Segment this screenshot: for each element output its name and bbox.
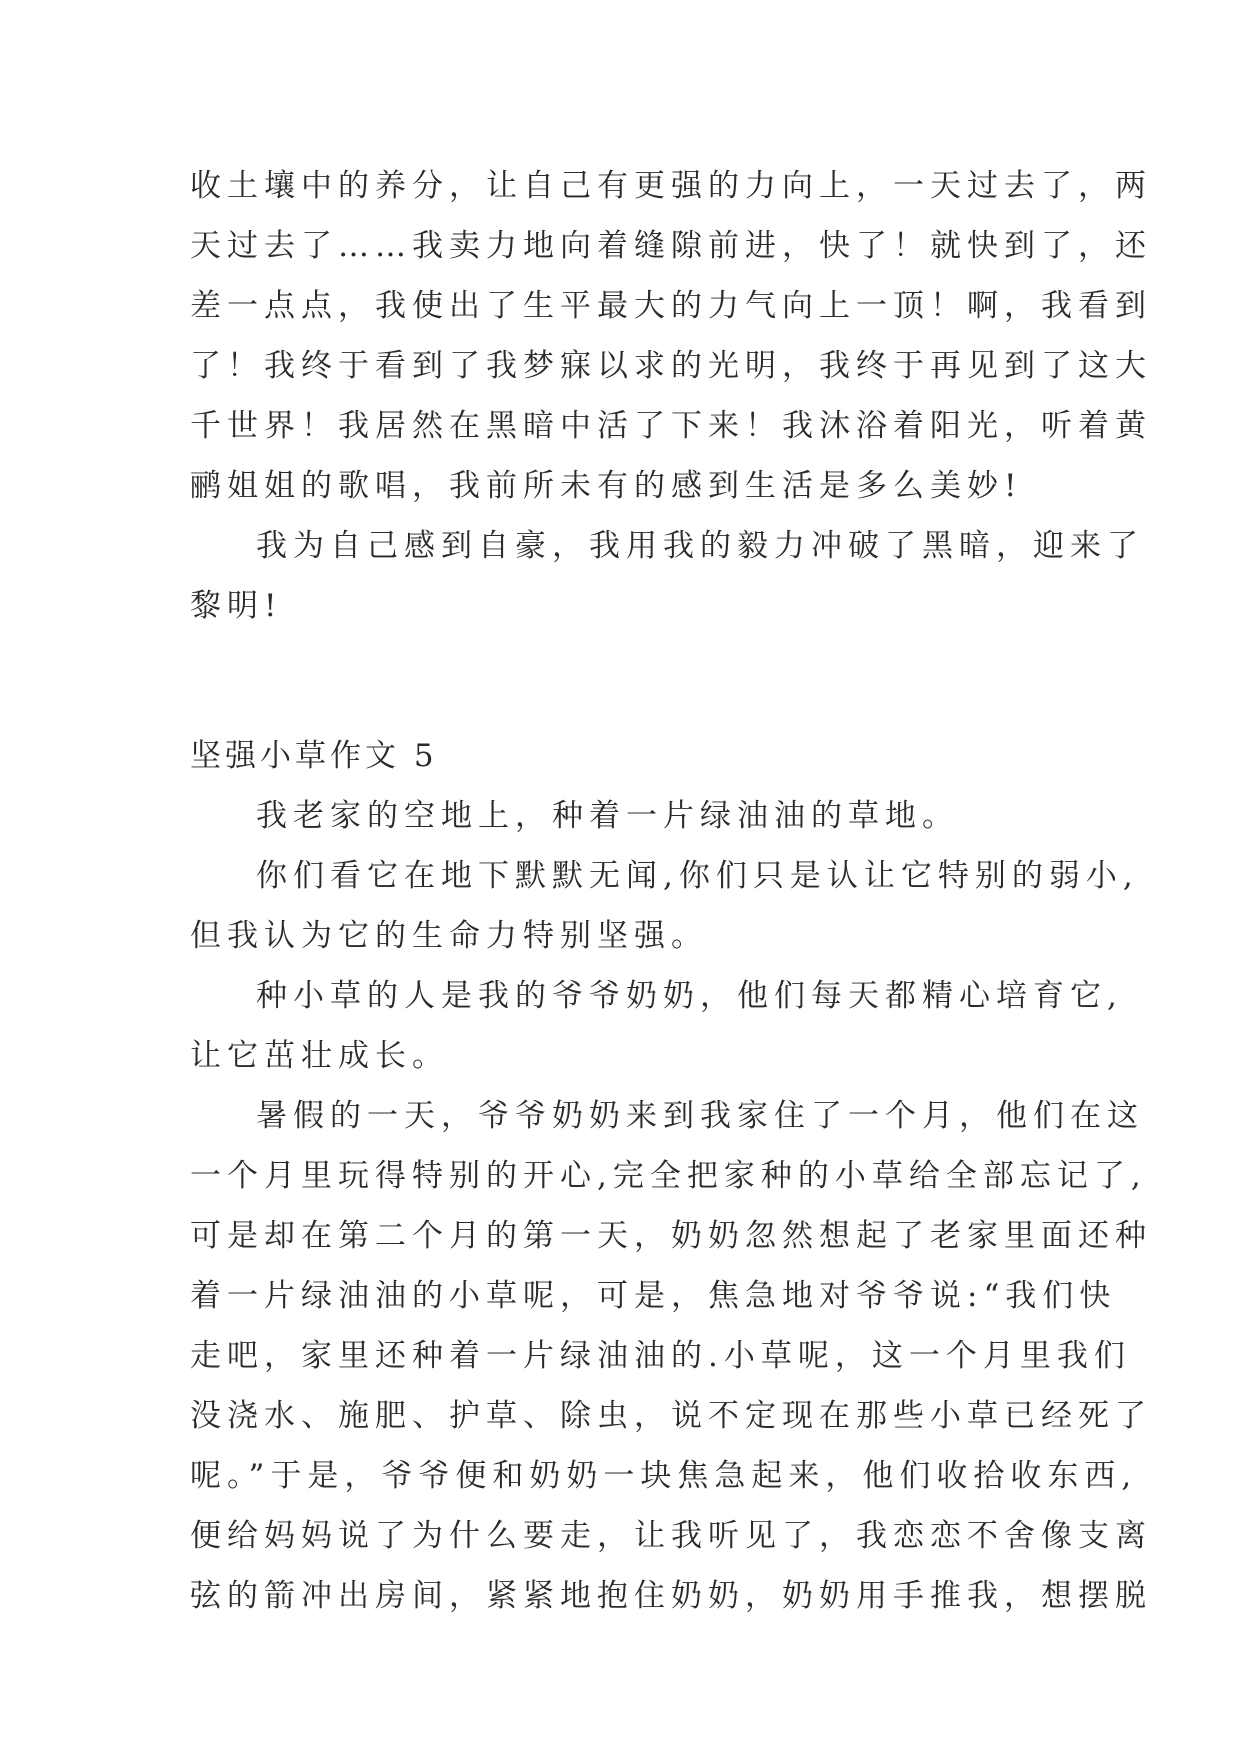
text-line: 没浇水、施肥、护草、除虫，说不定现在那些小草已经死了 (190, 1398, 1152, 1434)
text-line: 了！我终于看到了我梦寐以求的光明，我终于再见到了这大 (190, 348, 1152, 384)
paragraph-continued (190, 156, 1152, 516)
essay-text (190, 156, 1152, 1626)
text-line: 鹂姐姐的歌唱，我前所未有的感到生活是多么美妙! (190, 468, 1023, 504)
text-line: 可是却在第二个月的第一天，奶奶忽然想起了老家里面还种 (190, 1218, 1152, 1254)
section-title: 坚强小草作文 5 (190, 738, 438, 774)
paragraph-1 (190, 786, 1070, 846)
text-line: 让它茁壮成长。 (190, 1038, 449, 1074)
text-line: 着一片绿油油的小草呢，可是，焦急地对爷爷说:“我们快 (190, 1278, 1117, 1314)
section-spacer (190, 636, 1070, 726)
text-line: 差一点点，我使出了生平最大的力气向上一顶！啊，我看到 (190, 288, 1152, 324)
text-line: 呢。”于是，爷爷便和奶奶一块焦急起来，他们收拾收东西, (190, 1458, 1138, 1494)
paragraph-conclusion (190, 516, 1144, 636)
text-line: 我为自己感到自豪，我用我的毅力冲破了黑暗，迎来了 (256, 528, 1144, 564)
text-line: 便给妈妈说了为什么要走，让我听见了，我恋恋不舍像支离 (190, 1518, 1152, 1554)
text-line: 千世界！我居然在黑暗中活了下来！我沐浴着阳光，听着黄 (190, 408, 1152, 444)
text-line: 种小草的人是我的爷爷奶奶，他们每天都精心培育它, (256, 978, 1123, 1014)
text-line: 但我认为它的生命力特别坚强。 (190, 918, 708, 954)
text-line: 弦的箭冲出房间，紧紧地抱住奶奶，奶奶用手推我，想摆脱 (190, 1578, 1152, 1614)
text-line: 收土壤中的养分，让自己有更强的力向上，一天过去了，两 (190, 168, 1152, 204)
text-line: 我老家的空地上，种着一片绿油油的草地。 (256, 798, 959, 834)
text-line: 走吧，家里还种着一片绿油油的.小草呢，这一个月里我们 (190, 1338, 1131, 1374)
paragraph-3 (190, 966, 1123, 1086)
text-line: 黎明! (190, 588, 283, 624)
text-line: 一个月里玩得特别的开心,完全把家种的小草给全部忘记了, (190, 1158, 1147, 1194)
paragraph-4 (190, 1086, 1152, 1626)
paragraph-2 (190, 846, 1139, 966)
text-line: 暑假的一天，爷爷奶奶来到我家住了一个月，他们在这 (256, 1098, 1144, 1134)
text-line: 天过去了……我卖力地向着缝隙前进，快了！就快到了，还 (190, 228, 1152, 264)
text-line: 你们看它在地下默默无闻,你们只是认让它特别的弱小, (256, 858, 1139, 894)
